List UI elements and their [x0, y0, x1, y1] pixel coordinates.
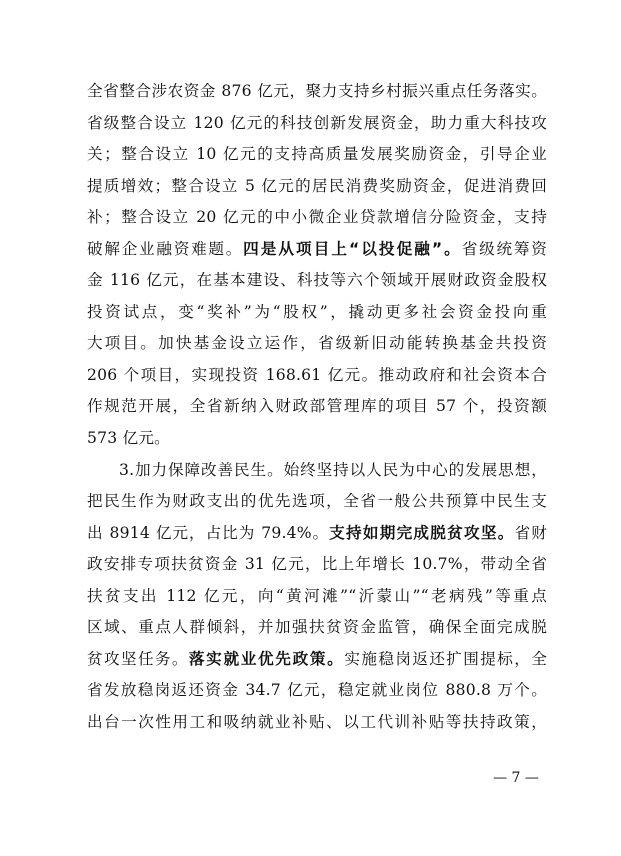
- text-span: 贫攻坚任务。: [87, 650, 189, 668]
- text-line: [87, 486, 547, 516]
- text-span: 大项目。加快基金设立运作，省级新旧动能转换基金共投资: [87, 334, 547, 352]
- text-line: [87, 234, 547, 264]
- text-span: 把民生作为财政支出的优先选项，全省一般公共预算中民生支: [87, 492, 547, 510]
- text-span: 省级统筹资: [461, 240, 547, 258]
- text-line: [87, 139, 547, 169]
- text-span: 3.加力保障改善民生。始终坚持以人民为中心的发展思想，: [119, 461, 547, 479]
- text-line: [87, 675, 547, 705]
- text-span: 省发放稳岗返还资金 34.7 亿元，稳定就业岗位 880.8 万个。: [87, 681, 547, 699]
- text-span: 出 8914 亿元，占比为 79.4%。: [87, 524, 330, 542]
- text-line: [87, 518, 547, 548]
- text-span: 省财: [514, 524, 547, 542]
- text-span: 实施稳岗返还扩围提标，全: [344, 650, 547, 668]
- text-span: 提质增效；整合设立 5 亿元的居民消费奖励资金，促进消费回: [87, 177, 547, 195]
- page-number: — 7 —: [493, 770, 539, 786]
- text-line: [87, 265, 547, 295]
- text-line: [87, 360, 547, 390]
- text-span: 扶贫支出 112 亿元，向“黄河滩”“沂蒙山”“老病残”等重点: [87, 587, 547, 605]
- text-line: [87, 707, 547, 737]
- text-span: 206 个项目，实现投资 168.61 亿元。推动政府和社会资本合: [87, 366, 547, 384]
- text-span: 金 116 亿元，在基本建设、科技等六个领域开展财政资金股权: [87, 271, 547, 289]
- text-line: [87, 581, 547, 611]
- text-line: [87, 328, 547, 358]
- text-span: 573 亿元。: [87, 429, 170, 447]
- bold-heading-span: 落实就业优先政策。: [188, 650, 345, 668]
- text-span: 投资试点，变“奖补”为“股权”，撬动更多社会资金投向重: [87, 303, 547, 321]
- text-span: 作规范开展，全省新纳入财政部管理库的项目 57 个，投资额: [87, 397, 547, 415]
- text-span: 政安排专项扶贫资金 31 亿元，比上年增长 10.7%，带动全省: [87, 555, 547, 573]
- text-span: 破解企业融资难题。: [87, 240, 244, 258]
- bold-heading-span: 四是从项目上“以投促融”。: [243, 240, 462, 258]
- text-line: [87, 644, 547, 674]
- text-line: [87, 108, 547, 138]
- text-line: [87, 423, 547, 453]
- text-span: 关；整合设立 10 亿元的支持高质量发展奖励资金，引导企业: [87, 145, 547, 163]
- text-span: 全省整合涉农资金 876 亿元，聚力支持乡村振兴重点任务落实。: [87, 82, 547, 100]
- text-line: [87, 76, 547, 106]
- text-span: 省级整合设立 120 亿元的科技创新发展资金，助力重大科技攻: [87, 114, 547, 132]
- text-line: [87, 202, 547, 232]
- text-line: [87, 391, 547, 421]
- text-span: 出台一次性用工和吸纳就业补贴、以工代训补贴等扶持政策，: [87, 713, 547, 731]
- text-span: 区域、重点人群倾斜，并加强扶贫资金监管，确保全面完成脱: [87, 618, 547, 636]
- text-line: [87, 171, 547, 201]
- text-line: [87, 297, 547, 327]
- text-span: 补；整合设立 20 亿元的中小微企业贷款增信分险资金，支持: [87, 208, 547, 226]
- text-line: [119, 455, 547, 485]
- text-line: [87, 612, 547, 642]
- text-line: [87, 549, 547, 579]
- bold-heading-span: 支持如期完成脱贫攻坚。: [329, 524, 515, 542]
